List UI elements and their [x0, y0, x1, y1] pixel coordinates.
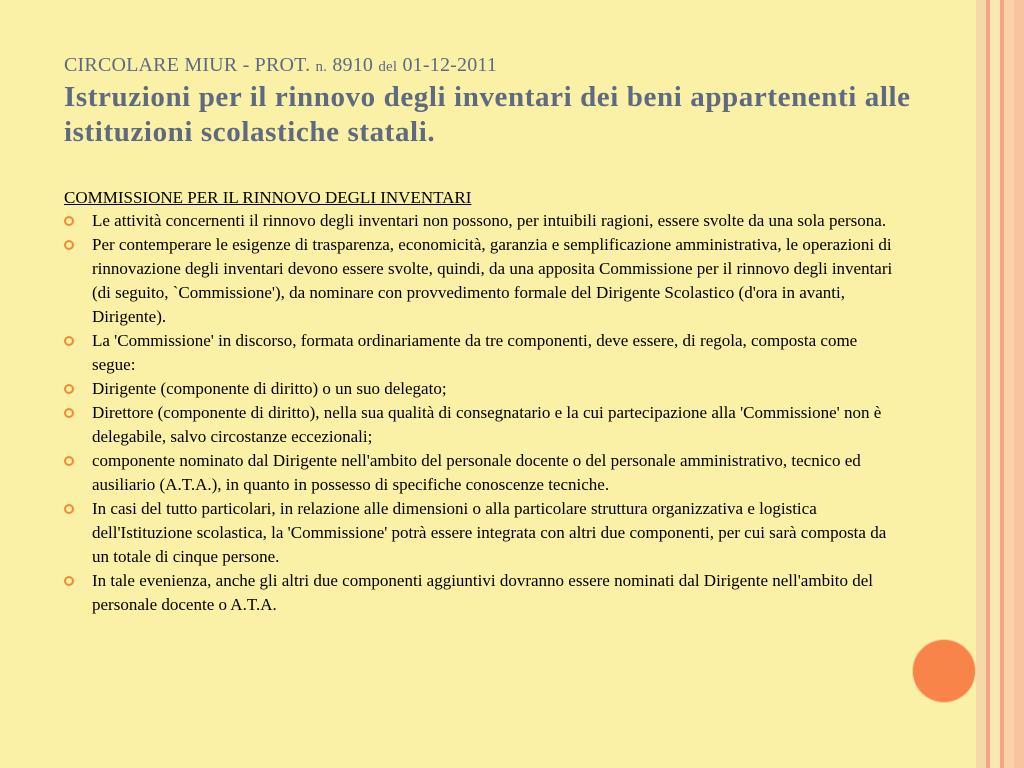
- bullet-ring-icon: [64, 336, 74, 346]
- list-item: [64, 377, 894, 401]
- list-item: [64, 569, 894, 617]
- list-item-text: Per contemperare le esigenze di trasparenza, economicità, garanzia e semplificazione amministrativa, le operazioni di rinnovazione degli inventari devono essere svolte, quindi, da una apposita Commissione per il rinnovo degli inventari (di seguito, `Commissione'), da nominare con provvedimento formale del Dirigente Scolastico (d'ora in avanti, Dirigente).: [92, 235, 893, 326]
- slide-content: [64, 186, 894, 617]
- list-item: [64, 401, 894, 449]
- slide-title: [64, 52, 944, 150]
- list-item: [64, 449, 894, 497]
- title-reference-line: [64, 52, 944, 80]
- list-item: [64, 497, 894, 569]
- bullet-ring-icon: [64, 240, 74, 250]
- list-item: [64, 233, 894, 329]
- title-number: 8910: [332, 54, 374, 76]
- bullet-ring-icon: [64, 576, 74, 586]
- bullet-ring-icon: [64, 384, 74, 394]
- list-item: [64, 209, 894, 233]
- edge-stripe: [1004, 0, 1014, 768]
- edge-stripe: [990, 0, 1000, 768]
- section-heading: COMMISSIONE PER IL RINNOVO DEGLI INVENTARI: [64, 188, 472, 207]
- bullet-ring-icon: [64, 456, 74, 466]
- title-del: del: [378, 59, 398, 75]
- decorative-circle: [913, 640, 975, 702]
- title-date: 01-12-2011: [402, 54, 498, 76]
- edge-stripe: [976, 0, 986, 768]
- bullet-ring-icon: [64, 408, 74, 418]
- list-item-text: In tale evenienza, anche gli altri due componenti aggiuntivi dovranno essere nominati dal Dirigente nell'ambito del personale docente o A.T.A.: [92, 571, 874, 614]
- title-main: Istruzioni per il rinnovo degli inventari dei beni appartenenti alle istituzioni scolastiche statali.: [64, 81, 911, 148]
- list-item-text: Le attività concernenti il rinnovo degli inventari non possono, per intuibili ragioni, essere svolte da una sola persona.: [92, 211, 887, 230]
- list-item-text: In casi del tutto particolari, in relazione alle dimensioni o alla particolare struttura organizzativa e logistica dell'Istituzione scolastica, la 'Commissione' potrà essere integrata con altri due componenti, per cui sarà composta da un totale di cinque persone.: [92, 499, 887, 566]
- list-item-text: Direttore (componente di diritto), nella sua qualità di consegnatario e la cui partecipazione alla 'Commissione' non è delegabile, salvo circostanze eccezionali;: [92, 403, 882, 446]
- title-prefix: CIRCOLARE MIUR - PROT.: [64, 54, 311, 76]
- bullet-list: [64, 209, 894, 617]
- bullet-ring-icon: [64, 216, 74, 226]
- list-item: [64, 329, 894, 377]
- title-n: n.: [315, 59, 328, 75]
- list-item-text: Dirigente (componente di diritto) o un suo delegato;: [92, 379, 447, 398]
- list-item-text: componente nominato dal Dirigente nell'ambito del personale docente o del personale amministrativo, tecnico ed ausiliario (A.T.A.), in quanto in possesso di specifiche conoscenze tecniche.: [92, 451, 861, 494]
- edge-stripe: [1014, 0, 1024, 768]
- bullet-ring-icon: [64, 504, 74, 514]
- list-item-text: La 'Commissione' in discorso, formata ordinariamente da tre componenti, deve essere, di regola, composta come segue:: [92, 331, 858, 374]
